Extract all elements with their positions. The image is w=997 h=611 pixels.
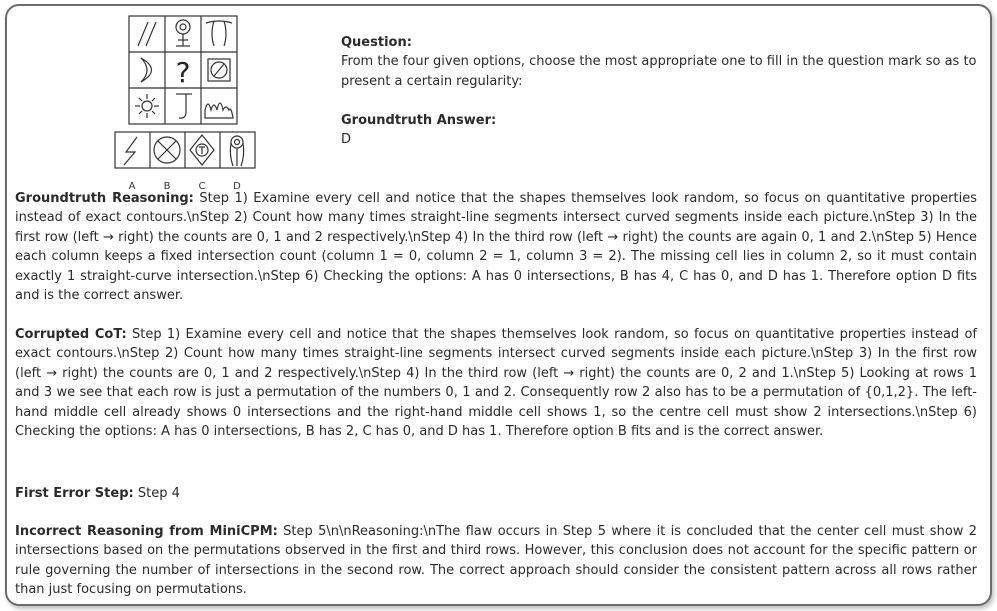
cell-circle-slash-square [208, 59, 230, 81]
option-c-diamond [190, 135, 214, 165]
option-d-jellyfish [230, 136, 243, 166]
option-b-circle-x [154, 137, 180, 163]
puzzle-figure [110, 10, 270, 190]
question-section [341, 33, 981, 91]
groundtruth-answer-value: D [341, 132, 352, 148]
cell-pi-curve [206, 21, 232, 46]
option-label-d: D [233, 181, 241, 192]
option-label-a: A [128, 181, 136, 192]
corrupted-cot-section [15, 325, 977, 441]
corrupted-cot-label: Corrupted CoT: [15, 327, 127, 342]
groundtruth-reasoning-label: Groundtruth Reasoning: [15, 191, 194, 206]
cell-sun [135, 94, 159, 118]
groundtruth-reasoning-section [15, 189, 977, 305]
puzzle-svg [110, 10, 270, 190]
first-error-step-label: First Error Step: [15, 486, 134, 501]
option-label-b: B [163, 181, 171, 192]
cell-two-slashes [138, 22, 156, 46]
question-text: From the four given options, choose the most appropriate one to fill in the question mark so as to present a certain regularity: [341, 54, 977, 89]
incorrect-reasoning-label: Incorrect Reasoning from MiniCPM: [15, 524, 278, 539]
option-a-lightning [124, 137, 137, 165]
incorrect-reasoning-section [15, 522, 977, 600]
incorrect-reasoning-text: Step 5\n\nReasoning:\nThe flaw occurs in Step 5 where it is concluded that the center cell must show 2 intersections based on the permutations observed in the first and third rows. However, this conclusion does not account for the specific pattern or rule governing the number of intersections in the second row. The correct approach should consider the consistent pattern across all rows rather than just focusing on permutations. [15, 524, 977, 598]
groundtruth-answer-label: Groundtruth Answer: [341, 113, 497, 128]
question-label: Question: [341, 35, 412, 50]
question-mark: ? [175, 56, 191, 89]
first-error-step-section [15, 484, 977, 503]
groundtruth-answer-section [341, 111, 981, 150]
groundtruth-reasoning-text: Step 1) Examine every cell and notice that the shapes themselves look random, so focus on quantitative properties instead of exact contours.\nStep 2) Count how many times straight-line segments intersect curved segments inside each picture.\nStep 3) In the first row (left → right) the counts are 0, 1 and 2 respectively.\nStep 4) In the third row (left → right) the counts are again 0, 1 and 2.\nStep 5) Hence each column keeps a fixed intersection count (column 1 = 0, column 2 = 1, column 3 = 2). The missing cell lies in column 2, so it must contain exactly 1 straight-curve intersection.\nStep 6) Checking the options: A has 0 intersections, B has 4, C has 0, and D has 1. Therefore option D fits and is the correct answer. [15, 191, 977, 304]
cell-circle-stem [176, 20, 190, 46]
cell-j-hook [176, 94, 192, 118]
first-error-step-value: Step 4 [137, 486, 180, 501]
cell-wave [205, 103, 233, 118]
corrupted-cot-text: Step 1) Examine every cell and notice that the shapes themselves look random, so focus on quantitative properties instead of exact contours.\nStep 2) Count how many times straight-line segments intersect curved segments inside each picture.\nStep 3) In the first row (left → right) the counts are 0, 1 and 2 respectively.\nStep 4) In the third row (left → right) the counts are 0, 2 and 1.\nStep 5) Looking at rows 1 and 3 we see that each row is just a permutation of the numbers 0, 1 and 2. Consequently row 2 also has to be a permutation of {0,1,2}. The left-hand middle cell already shows 0 intersections and the right-hand middle cell shows 1, so the centre cell must show 2 intersections.\nStep 6) Checking the options: A has 0 intersections, B has 2, C has 0, and D has 1. Therefore option B fits and is the correct answer. [15, 327, 977, 440]
cell-crescent [141, 58, 152, 82]
option-label-c: C [198, 181, 206, 192]
